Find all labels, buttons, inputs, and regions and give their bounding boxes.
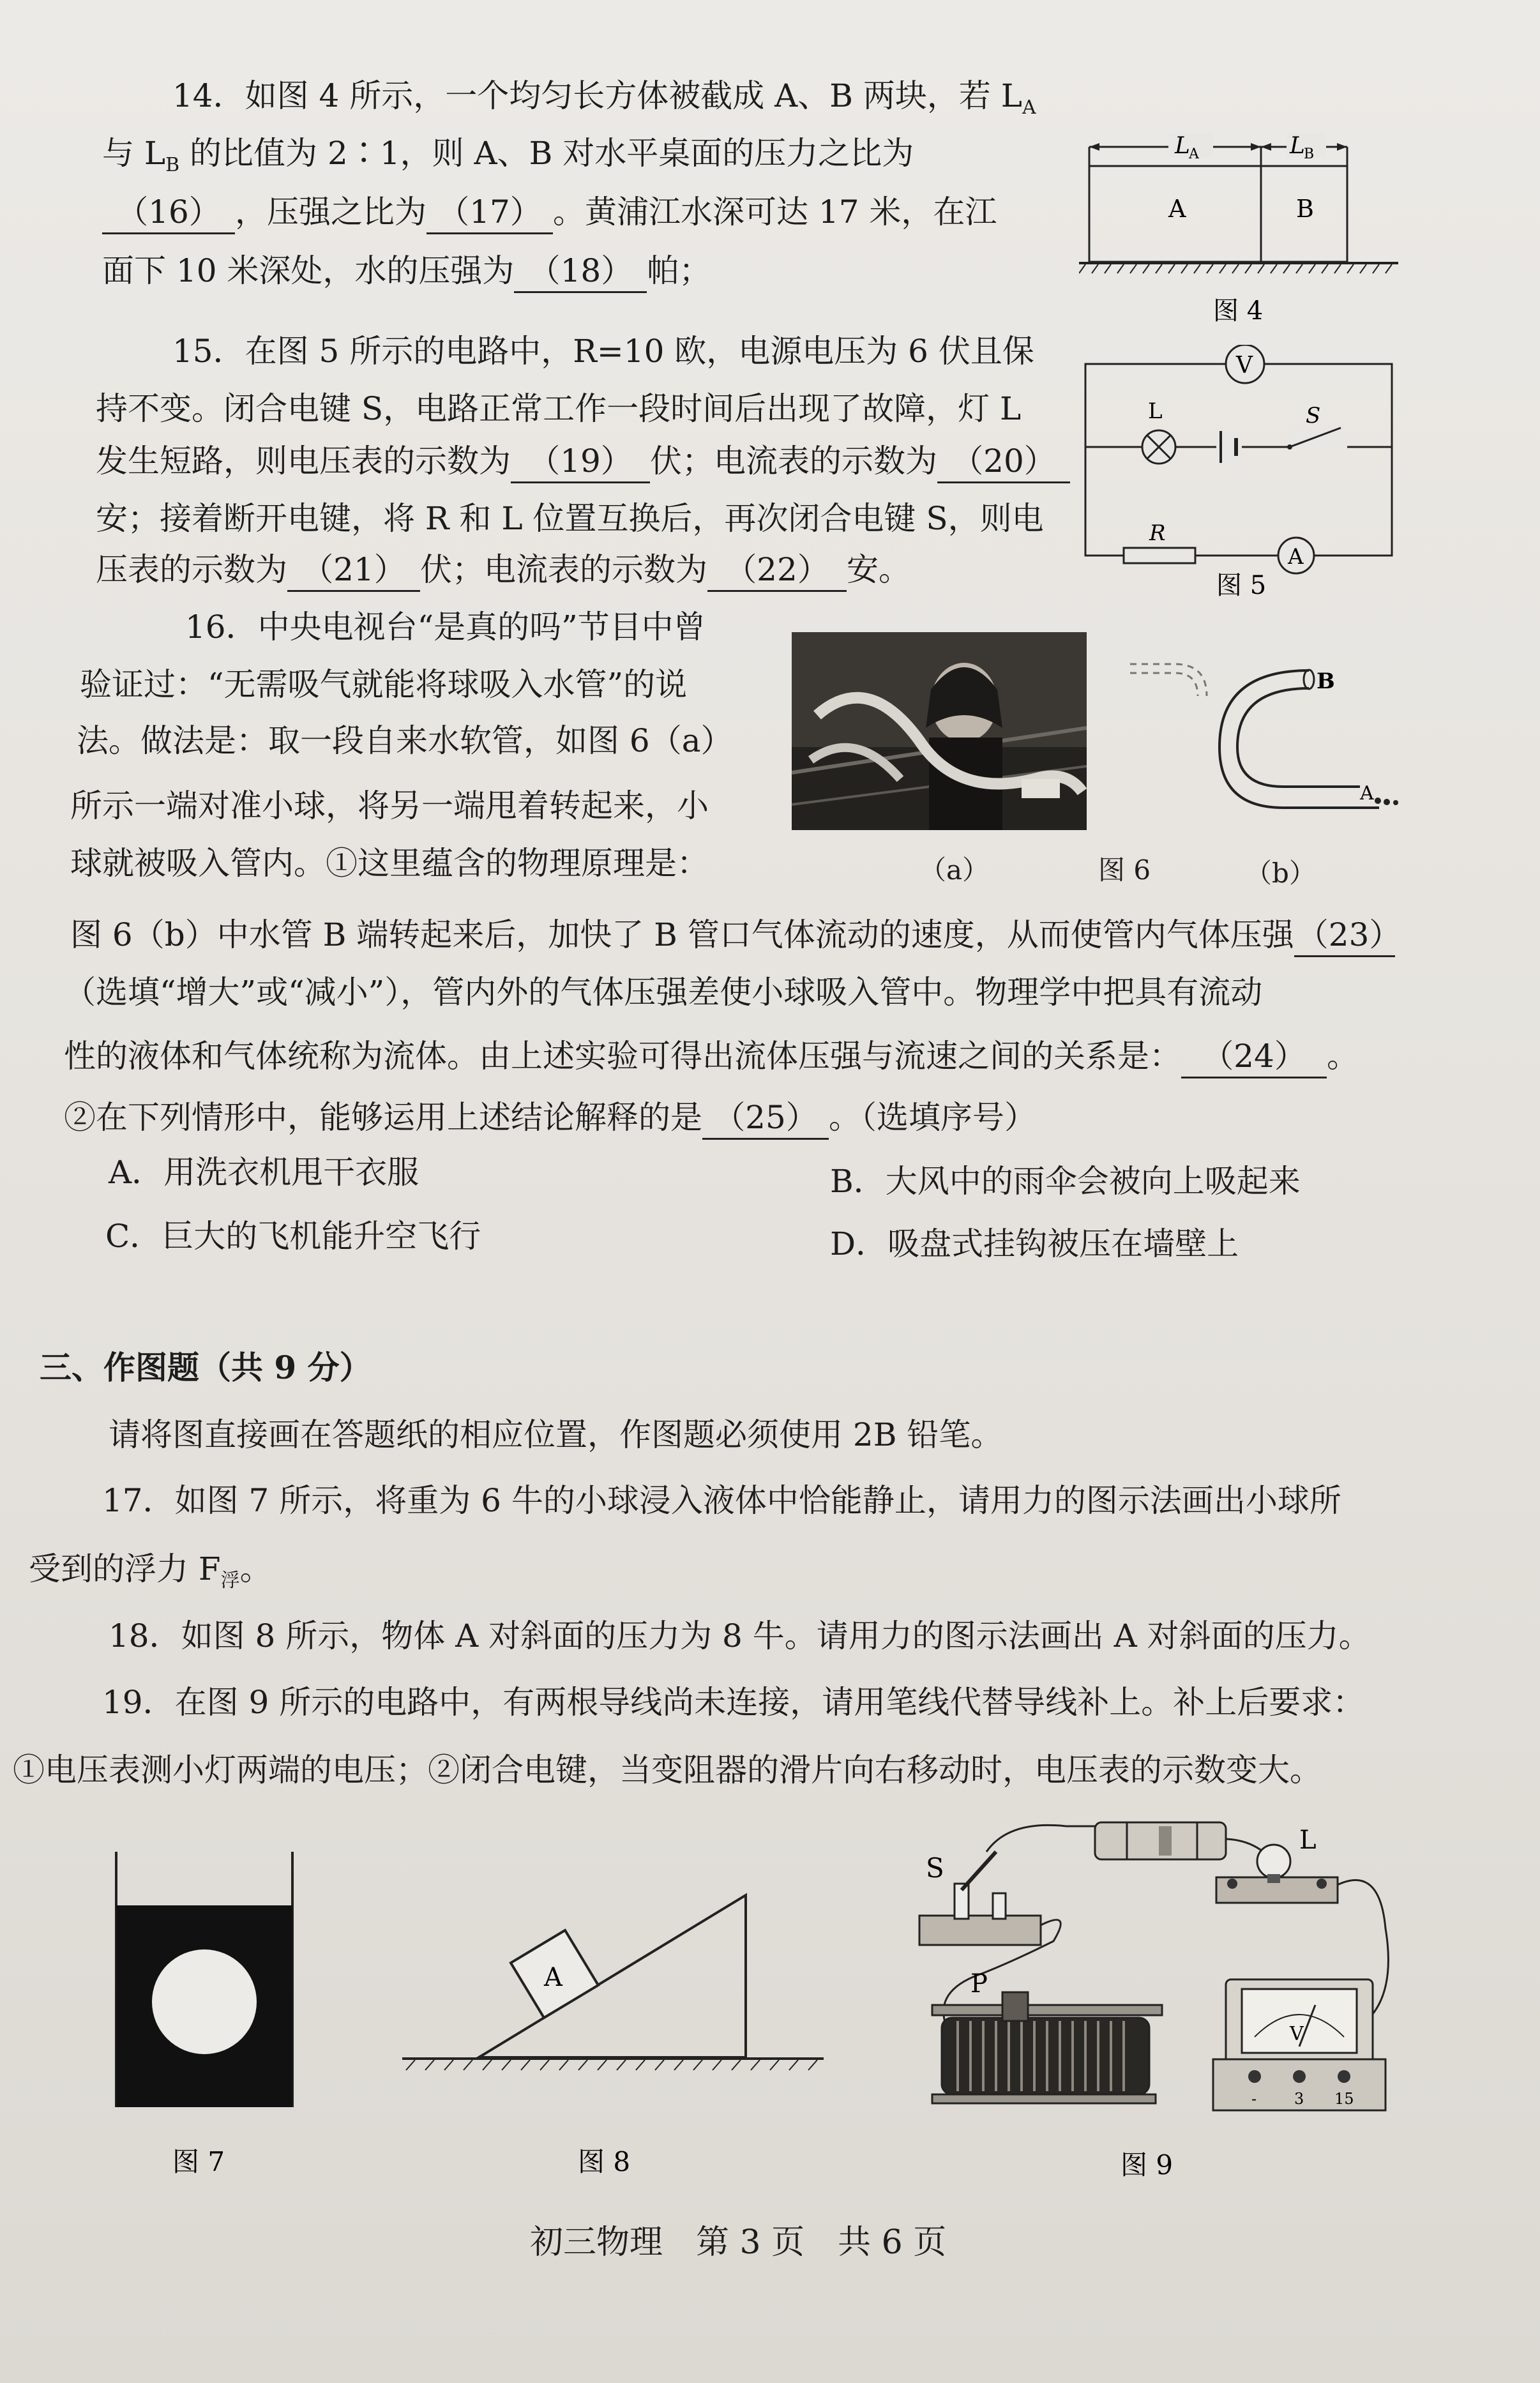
- svg-text:A: A: [1168, 195, 1186, 223]
- q16-line2: 验证过：“无需吸气就能将球吸入水管”的说: [80, 666, 688, 703]
- figure-6a-label: （a）: [919, 854, 990, 886]
- tv-host-photo: [792, 632, 1087, 830]
- figure-9-caption: 图 9: [1121, 2149, 1174, 2181]
- svg-text:B: B: [1317, 669, 1335, 694]
- svg-text:S: S: [1306, 403, 1321, 428]
- q16-line7: （选填“增大”或“减小”），管内外的气体压强差使小球吸入管中。物理学中把具有流动: [64, 974, 1263, 1011]
- figure-6b: [1124, 651, 1417, 836]
- svg-text:V: V: [1290, 2023, 1304, 2045]
- q15-line3: 发生短路，则电压表的示数为 （19） 伏；电流表的示数为 （20）: [96, 441, 1070, 483]
- q15-line1: 15．在图 5 所示的电路中，R=10 欧，电源电压为 6 伏且保: [172, 333, 1034, 370]
- svg-text:15: 15: [1334, 2090, 1354, 2108]
- svg-text:V: V: [1236, 352, 1253, 379]
- switch-icon: [919, 1916, 1041, 1945]
- figure-6b-label: （b）: [1245, 858, 1316, 889]
- answer-blank-20: （20）: [937, 441, 1070, 483]
- figure-5: [1079, 345, 1411, 600]
- answer-blank-17: （17）: [427, 192, 553, 234]
- q15-line4: 安；接着断开电键，将 R 和 L 位置互换后，再次闭合电键 S，则电: [96, 500, 1044, 537]
- svg-text:B: B: [1296, 195, 1314, 223]
- figure-5-caption: 图 5: [1216, 571, 1267, 600]
- svg-text:P: P: [970, 1969, 988, 1999]
- resistor-icon: [1124, 548, 1195, 563]
- answer-blank-25: （25）: [702, 1097, 829, 1140]
- answer-blank-22: （22）: [707, 549, 847, 592]
- answer-blank-18: （18）: [514, 250, 647, 293]
- svg-text:S: S: [926, 1852, 944, 1884]
- figure-4: [1079, 121, 1411, 338]
- q16-line1: 16．中央电视台“是真的吗”节目中曾: [185, 609, 706, 646]
- length-la-label: L: [1175, 133, 1190, 159]
- q17-line2: 受到的浮力 $F_浮$。: [29, 1550, 272, 1592]
- q16-line5: 球就被吸入管内。①这里蕴含的物理原理是：: [70, 845, 709, 882]
- svg-text:-: -: [1251, 2090, 1257, 2108]
- figure-9: [907, 1801, 1405, 2197]
- answer-blank-24: （24）: [1181, 1036, 1327, 1078]
- figure-6-caption: 图 6: [1098, 854, 1151, 886]
- answer-blank-16: （16）: [102, 192, 235, 234]
- option-c: C．巨大的飞机能升空飞行: [105, 1218, 481, 1255]
- svg-text:A: A: [1360, 782, 1374, 805]
- svg-text:L: L: [1299, 1826, 1317, 1855]
- svg-text:R: R: [1149, 520, 1166, 546]
- figure-7: [109, 1839, 313, 2209]
- q15-line2: 持不变。闭合电键 S，电路正常工作一段时间后出现了故障，灯 L: [96, 390, 1022, 427]
- option-d: D．吸盘式挂钩被压在墙壁上: [830, 1225, 1239, 1262]
- answer-blank-23: （23）: [1294, 914, 1395, 957]
- q14-line4: 面下 10 米深处，水的压强为 （18） 帕；: [102, 250, 711, 293]
- slider-p: [1002, 1992, 1028, 2021]
- q14-line1: 14．如图 4 所示，一个均匀长方体被截成 A、B 两块，若 $L_A$: [172, 77, 1036, 119]
- q16-line6: 图 6（b）中水管 B 端转起来后，加快了 B 管口气体流动的速度，从而使管内气体压强（23）: [70, 914, 1395, 957]
- q17-line1: 17．如图 7 所示，将重为 6 牛的小球浸入液体中恰能静止，请用力的图示法画出小球所: [102, 1482, 1341, 1519]
- svg-text:3: 3: [1294, 2090, 1304, 2108]
- figure-7-caption: 图 7: [172, 2146, 225, 2177]
- ball-icon: [1375, 798, 1381, 804]
- section-3-heading: 三、作图题（共 9 分）: [40, 1349, 372, 1386]
- q19-line1: 19．在图 9 所示的电路中，有两根导线尚未连接，请用笔线代替导线补上。补上后要求：: [102, 1684, 1365, 1721]
- figure-8-caption: 图 8: [578, 2146, 631, 2177]
- svg-text:B: B: [1304, 146, 1315, 162]
- ball-icon: [152, 1949, 257, 2054]
- q14-line3: （16） ，压强之比为 （17） 。黄浦江水深可达 17 米，在江: [102, 192, 997, 234]
- length-lb-label: L: [1290, 133, 1305, 159]
- q16-line3: 法。做法是：取一段自来水软管，如图 6（a）: [77, 722, 733, 759]
- q14-line2: 与 $L_B$ 的比值为 2∶1，则 A、B 对水平桌面的压力之比为: [102, 135, 914, 176]
- svg-text:A: A: [1288, 544, 1304, 570]
- figure-8: [396, 1877, 836, 2203]
- option-a: A．用洗衣机甩干衣服: [109, 1154, 419, 1191]
- svg-text:A: A: [1189, 146, 1199, 162]
- figure-6a-photo: [792, 632, 1087, 830]
- q16-line8: 性的液体和气体统称为流体。由上述实验可得出流体压强与流速之间的关系是： （24） 。: [64, 1036, 1359, 1078]
- q19-line2: ①电压表测小灯两端的电压；②闭合电键，当变阻器的滑片向右移动时，电压表的示数变大。: [13, 1751, 1322, 1789]
- answer-blank-21: （21）: [287, 549, 420, 592]
- q16-line9: ②在下列情形中，能够运用上述结论解释的是 （25） 。（选填序号）: [64, 1097, 1036, 1140]
- figure-4-caption: 图 4: [1213, 296, 1264, 326]
- q15-line5: 压表的示数为 （21） 伏；电流表的示数为 （22） 安。: [96, 549, 910, 592]
- rheostat-icon: [942, 2018, 1149, 2094]
- section-3-instruction: 请将图直接画在答题纸的相应位置，作图题必须使用 2B 铅笔。: [109, 1416, 1003, 1453]
- svg-text:L: L: [1148, 398, 1163, 424]
- page-footer: 初三物理 第 3 页 共 6 页: [530, 2223, 947, 2262]
- q16-line4: 所示一端对准小球，将另一端甩着转起来，小: [70, 787, 709, 824]
- q18-text: 18．如图 8 所示，物体 A 对斜面的压力为 8 牛。请用力的图示法画出 A 对斜面的压力。: [109, 1617, 1371, 1654]
- option-b: B．大风中的雨伞会被向上吸起来: [830, 1163, 1301, 1200]
- svg-text:A: A: [544, 1963, 562, 1992]
- answer-blank-19: （19）: [511, 441, 650, 483]
